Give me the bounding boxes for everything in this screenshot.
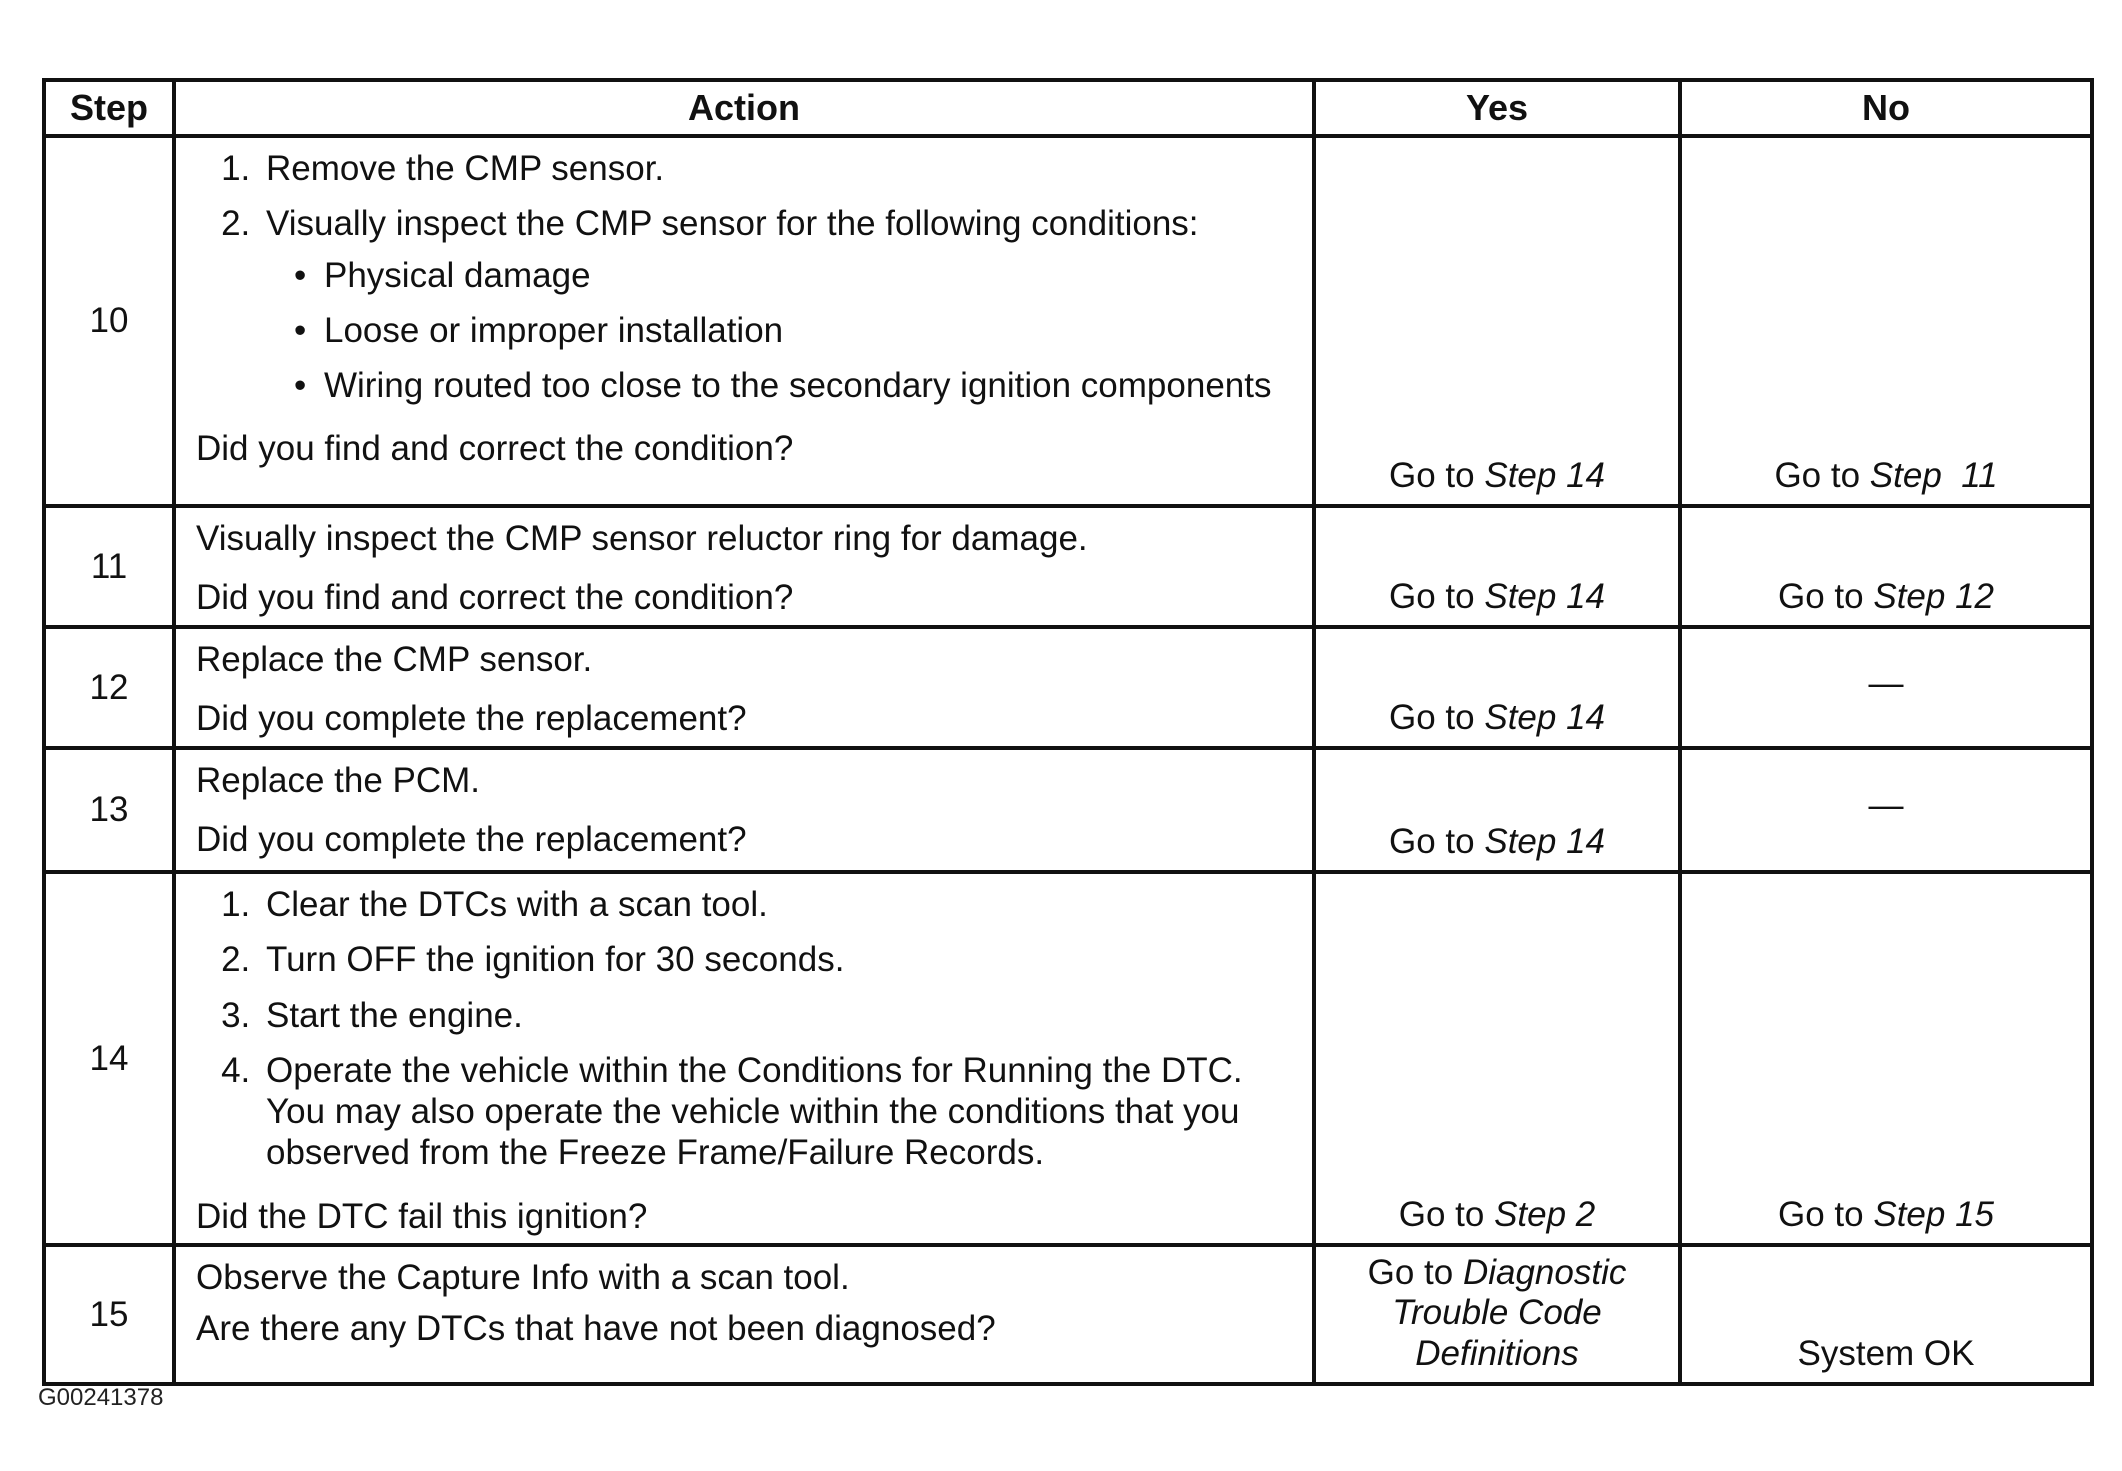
no-prefix: Go to — [1778, 1194, 1864, 1234]
action-item: 3. Start the engine. — [260, 995, 1288, 1036]
instruction-text: Replace the PCM. — [196, 761, 481, 800]
yes-prefix: Go to — [1398, 1194, 1485, 1234]
no-target: Step 11 — [1869, 455, 1998, 495]
yes-result — [1314, 748, 1680, 872]
yes-prefix: Go to — [1389, 576, 1475, 616]
table-row-step-15 — [44, 1245, 2092, 1384]
yes-target: Step 14 — [1484, 821, 1605, 861]
header-yes: Yes — [1314, 80, 1680, 136]
action-list — [196, 148, 1288, 406]
action-cell — [174, 748, 1314, 872]
yes-prefix: Go to — [1389, 821, 1475, 861]
system-ok-text: System OK — [1797, 1333, 1975, 1373]
header-step: Step — [44, 80, 174, 136]
yes-target: Step 14 — [1484, 576, 1605, 616]
no-target: Step 15 — [1873, 1194, 1994, 1234]
diagnostic-table — [42, 78, 2094, 1386]
action-cell — [174, 506, 1314, 627]
action-cell — [174, 1245, 1314, 1384]
yes-result — [1314, 136, 1680, 506]
no-target: Step 12 — [1873, 576, 1994, 616]
no-result — [1680, 627, 2092, 748]
action-cell — [174, 872, 1314, 1245]
yes-result — [1314, 627, 1680, 748]
question-text: Did you complete the replacement? — [196, 820, 747, 860]
table-row-step-11 — [44, 506, 2092, 627]
yes-target: Step 14 — [1484, 455, 1605, 495]
yes-prefix: Go to — [1389, 697, 1475, 737]
no-result — [1680, 136, 2092, 506]
question-text: Did you find and correct the condition? — [196, 578, 794, 618]
yes-target: Diagnostic Trouble Code Definitions — [1392, 1253, 1627, 1373]
yes-target: Step 2 — [1494, 1194, 1596, 1234]
no-result — [1680, 748, 2092, 872]
table-row-step-12 — [44, 627, 2092, 748]
no-result — [1680, 506, 2092, 627]
table-row-step-14 — [44, 872, 2092, 1245]
no-prefix: Go to — [1774, 455, 1861, 495]
header-row — [44, 80, 2092, 136]
no-result — [1680, 1245, 2092, 1384]
condition-item: • Wiring routed too close to the secondary ignition components — [324, 365, 1288, 406]
diagnostic-table-container — [42, 78, 2090, 1386]
action-cell — [174, 627, 1314, 748]
table-row-step-10 — [44, 136, 2092, 506]
question-text: Did the DTC fail this ignition? — [196, 1196, 648, 1236]
header-no: No — [1680, 80, 2092, 136]
header-action: Action — [174, 80, 1314, 136]
action-item: 2. Turn OFF the ignition for 30 seconds. — [260, 939, 1288, 980]
yes-result — [1314, 506, 1680, 627]
yes-result — [1314, 872, 1680, 1245]
action-cell — [174, 136, 1314, 506]
step-number: 14 — [44, 872, 174, 1245]
yes-prefix: Go to — [1367, 1253, 1454, 1293]
instruction-text: Visually inspect the CMP sensor reluctor ring for damage. — [196, 519, 1088, 558]
yes-prefix: Go to — [1389, 455, 1475, 495]
not-applicable-dash: — — [1868, 663, 1904, 703]
instruction-text: Observe the Capture Info with a scan tool. — [196, 1258, 850, 1298]
step-number: 10 — [44, 136, 174, 506]
action-item: 1. Remove the CMP sensor. — [260, 148, 1288, 189]
step-number: 12 — [44, 627, 174, 748]
condition-list — [266, 255, 1288, 407]
action-item: 1. Clear the DTCs with a scan tool. — [260, 884, 1288, 925]
question-text: Are there any DTCs that have not been diagnosed? — [196, 1309, 996, 1349]
figure-id: G00241378 — [38, 1384, 164, 1411]
not-applicable-dash: — — [1868, 786, 1904, 826]
condition-item: • Loose or improper installation — [324, 310, 1288, 351]
no-result — [1680, 872, 2092, 1245]
action-list — [196, 878, 1288, 1188]
step-number: 15 — [44, 1245, 174, 1384]
condition-item: • Physical damage — [324, 255, 1288, 296]
yes-result — [1314, 1245, 1680, 1384]
action-item — [260, 203, 1288, 406]
question-text: Did you complete the replacement? — [196, 699, 747, 739]
instruction-text: Replace the CMP sensor. — [196, 640, 593, 679]
action-item: 4. Operate the vehicle within the Conditions for Running the DTC. You may also operate the vehicle within the conditions that you observed from the Freeze Frame/Failure Records. — [260, 1050, 1288, 1174]
table-row-step-13 — [44, 748, 2092, 872]
question-text: Did you find and correct the condition? — [196, 429, 794, 469]
step-number: 11 — [44, 506, 174, 627]
no-prefix: Go to — [1778, 576, 1864, 616]
step-number: 13 — [44, 748, 174, 872]
yes-target: Step 14 — [1484, 697, 1605, 737]
action-item-text: Visually inspect the CMP sensor for the following conditions: — [266, 204, 1199, 244]
